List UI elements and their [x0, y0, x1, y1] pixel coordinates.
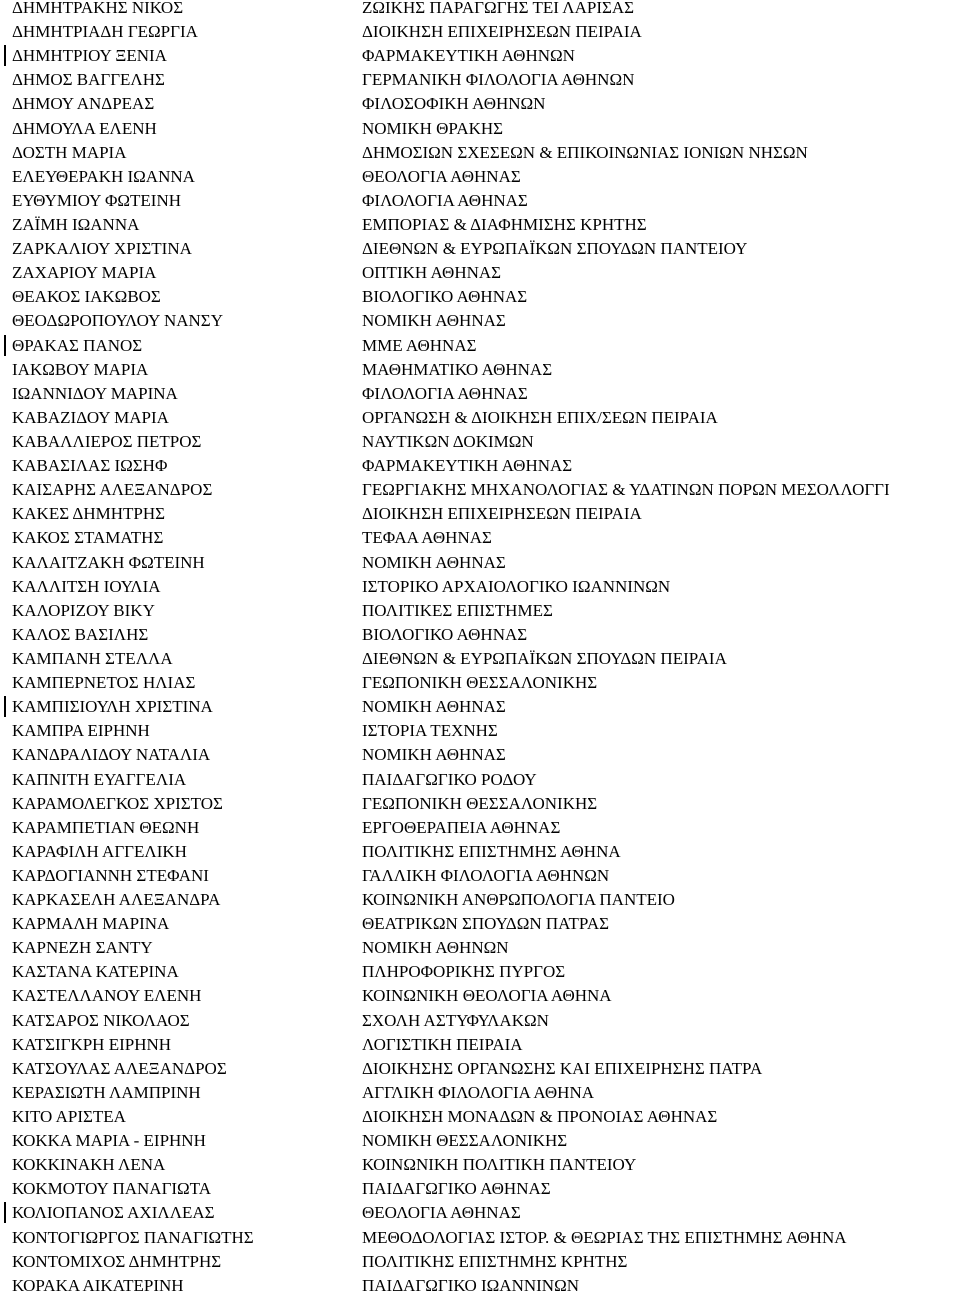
- list-item: [0, 817, 960, 844]
- school-name: ΦΙΛΟΣΟΦΙΚΗ ΑΘΗΝΩΝ: [362, 94, 546, 114]
- school-name: ΙΣΤΟΡΙΑ ΤΕΧΝΗΣ: [362, 721, 498, 741]
- student-name: ΚΑΡΑΜΟΛΕΓΚΟΣ ΧΡΙΣΤΟΣ: [12, 793, 223, 813]
- school-name: ΔΙΟΙΚΗΣΗ ΕΠΙΧΕΙΡΗΣΕΩΝ ΠΕΙΡΑΙΑ: [362, 504, 642, 524]
- school-name: ΛΟΓΙΣΤΙΚΗ ΠΕΙΡΑΙΑ: [362, 1034, 523, 1054]
- list-item: [0, 1181, 960, 1205]
- school-name: ΒΙΟΛΟΓΙΚΟ ΑΘΗΝΑΣ: [362, 287, 528, 307]
- school-name: ΦΙΛΟΛΟΓΙΑ ΑΘΗΝΑΣ: [362, 190, 528, 210]
- student-name: ΘΕΑΚΟΣ ΙΑΚΩΒΟΣ: [12, 287, 161, 307]
- list-item: [0, 723, 960, 747]
- student-name: ΚΙΤΟ ΑΡΙΣΤΕΑ: [12, 1107, 126, 1127]
- list-item: [0, 624, 960, 651]
- list-item: [0, 793, 960, 820]
- student-name: ΙΩΑΝΝΙΔΟΥ ΜΑΡΙΝΑ: [12, 383, 178, 403]
- student-name: ΚΑΡΑΦΙΛΗ ΑΓΓΕΛΙΚΗ: [12, 841, 187, 861]
- list-item: [0, 431, 960, 458]
- student-name: ΚΟΝΤΟΜΙΧΟΣ ΔΗΜΗΤΡΗΣ: [12, 1251, 222, 1271]
- school-name: ΝΟΜΙΚΗ ΘΕΣΣΑΛΟΝΙΚΗΣ: [362, 1131, 568, 1151]
- student-name: ΚΑΜΠΡΑ ΕΙΡΗΝΗ: [12, 721, 150, 741]
- list-item: [0, 407, 960, 434]
- student-name: ΚΑΡΔΟΓΙΑΝΝΗ ΣΤΕΦΑΝΙ: [12, 865, 209, 885]
- list-item: [0, 1157, 960, 1181]
- student-name: ΖΑΡΚΑΛΙΟΥ ΧΡΙΣΤΙΝΑ: [12, 239, 192, 259]
- list-item: [0, 1227, 960, 1254]
- list-item: [0, 0, 960, 24]
- school-name: ΝΟΜΙΚΗ ΑΘΗΝΑΣ: [362, 745, 506, 765]
- school-name: ΝΑΥΤΙΚΩΝ ΔΟΚΙΜΩΝ: [362, 431, 534, 451]
- school-name: ΚΟΙΝΩΝΙΚΗ ΘΕΟΛΟΓΙΑ ΑΘΗΝΑ: [362, 986, 612, 1006]
- student-name: ΔΗΜΟΣ ΒΑΓΓΕΛΗΣ: [12, 70, 165, 90]
- list-item: [0, 1010, 960, 1037]
- student-name: ΚΑΛΛΙΤΣΗ ΙΟΥΛΙΑ: [12, 576, 161, 596]
- school-name: ΠΛΗΡΟΦΟΡΙΚΗΣ ΠΥΡΓΟΣ: [362, 962, 566, 982]
- list-item: [0, 96, 960, 120]
- school-name: ΟΠΤΙΚΗ ΑΘΗΝΑΣ: [362, 263, 502, 283]
- list-item: [0, 1058, 960, 1085]
- school-name: ΣΧΟΛΗ ΑΣΤΥΦΥΛΑΚΩΝ: [362, 1010, 549, 1030]
- school-name: ΓΕΡΜΑΝΙΚΗ ΦΙΛΟΛΟΓΙΑ ΑΘΗΝΩΝ: [362, 70, 635, 90]
- school-name: ΒΙΟΛΟΓΙΚΟ ΑΘΗΝΑΣ: [362, 624, 528, 644]
- student-name: ΖΑΧΑΡΙΟΥ ΜΑΡΙΑ: [12, 263, 157, 283]
- list-item: [0, 675, 960, 699]
- school-name: ΠΑΙΔΑΓΩΓΙΚΟ ΙΩΑΝΝΙΝΩΝ: [362, 1275, 579, 1295]
- student-name: ΚΑΣΤΕΛΛΑΝΟΥ ΕΛΕΝΗ: [12, 986, 202, 1006]
- student-name: ΚΑΛΑΙΤΖΑΚΗ ΦΩΤΕΙΝΗ: [12, 552, 205, 572]
- school-name: ΠΑΙΔΑΓΩΓΙΚΟ ΑΘΗΝΑΣ: [362, 1179, 551, 1199]
- margin-marker: [4, 45, 6, 66]
- school-name: ΙΣΤΟΡΙΚΟ ΑΡΧΑΙΟΛΟΓΙΚΟ ΙΩΑΝΝΙΝΩΝ: [362, 576, 671, 596]
- school-name: ΝΟΜΙΚΗ ΘΡΑΚΗΣ: [362, 118, 504, 138]
- list-item: [0, 359, 960, 386]
- school-name: ΔΗΜΟΣΙΩΝ ΣΧΕΣΕΩΝ & ΕΠΙΚΟΙΝΩΝΙΑΣ ΙΟΝΙΩΝ ΝΗΣΩΝ: [362, 142, 808, 162]
- student-name: ΚΑΛΟΡΙΖΟΥ ΒΙΚΥ: [12, 600, 155, 620]
- school-name: ΔΙΟΙΚΗΣΗ ΜΟΝΑΔΩΝ & ΠΡΟΝΟΙΑΣ ΑΘΗΝΑΣ: [362, 1107, 718, 1127]
- student-name: ΚΑΚΟΣ ΣΤΑΜΑΤΗΣ: [12, 528, 164, 548]
- school-name: ΘΕΟΛΟΓΙΑ ΑΘΗΝΑΣ: [362, 1203, 521, 1223]
- list-item: [0, 1082, 960, 1109]
- list-item: [0, 699, 960, 723]
- list-item: [0, 600, 960, 627]
- school-name: ΜΑΘΗΜΑΤΙΚΟ ΑΘΗΝΑΣ: [362, 359, 553, 379]
- school-name: ΠΑΙΔΑΓΩΓΙΚΟ ΡΟΔΟΥ: [362, 769, 537, 789]
- student-name: ΘΕΟΔΩΡΟΠΟΥΛΟΥ ΝΑΝΣΥ: [12, 311, 223, 331]
- school-name: ΝΟΜΙΚΗ ΑΘΗΝΑΣ: [362, 697, 506, 717]
- school-name: ΝΟΜΙΚΗ ΑΘΗΝΑΣ: [362, 552, 506, 572]
- student-name: ΔΗΜΟΥ ΑΝΔΡΕΑΣ: [12, 94, 155, 114]
- list-item: [0, 892, 960, 916]
- list-item: [0, 865, 960, 892]
- list-item: [0, 648, 960, 675]
- list-item: [0, 458, 960, 482]
- list-item: [0, 383, 960, 410]
- student-name: ΚΑΚΕΣ ΔΗΜΗΤΡΗΣ: [12, 504, 166, 524]
- student-name: ΚΑΡΑΜΠΕΤΙΑΝ ΘΕΩΝΗ: [12, 817, 200, 837]
- school-name: ΚΟΙΝΩΝΙΚΗ ΠΟΛΙΤΙΚΗ ΠΑΝΤΕΙΟΥ: [362, 1155, 637, 1175]
- list-item: [0, 964, 960, 988]
- list-item: [0, 1251, 960, 1278]
- student-name: ΔΗΜΗΤΡΙΟΥ ΞΕΝΙΑ: [12, 46, 167, 66]
- school-name: ΝΟΜΙΚΗ ΑΘΗΝΩΝ: [362, 938, 509, 958]
- student-name: ΚΑΣΤΑΝΑ ΚΑΤΕΡΙΝΑ: [12, 962, 179, 982]
- student-name: ΚΑΡΝΕΖΗ ΣΑΝΤΥ: [12, 938, 153, 958]
- list-item: [0, 747, 960, 771]
- school-name: ΟΡΓΑΝΩΣΗ & ΔΙΟΙΚΗΣΗ ΕΠΙΧ/ΣΕΩΝ ΠΕΙΡΑΙΑ: [362, 407, 718, 427]
- margin-marker: [4, 1202, 6, 1223]
- student-name: ΚΟΚΚΑ ΜΑΡΙΑ - ΕΙΡΗΝΗ: [12, 1131, 206, 1151]
- school-name: ΠΟΛΙΤΙΚΕΣ ΕΠΙΣΤΗΜΕΣ: [362, 600, 553, 620]
- school-name: ΚΟΙΝΩΝΙΚΗ ΑΝΘΡΩΠΟΛΟΓΙΑ ΠΑΝΤΕΙΟ: [362, 890, 675, 910]
- student-name: ΚΑΜΠΙΣΙΟΥΛΗ ΧΡΙΣΤΙΝΑ: [12, 697, 213, 717]
- school-name: ΔΙΟΙΚΗΣΗ ΕΠΙΧΕΙΡΗΣΕΩΝ ΠΕΙΡΑΙΑ: [362, 22, 642, 42]
- student-name: ΚΑΒΑΖΙΔΟΥ ΜΑΡΙΑ: [12, 407, 169, 427]
- student-name: ΚΟΚΚΙΝΑΚΗ ΛΕΝΑ: [12, 1155, 166, 1175]
- margin-marker: [4, 696, 6, 717]
- student-name: ΚΑΤΣΑΡΟΣ ΝΙΚΟΛΑΟΣ: [12, 1010, 190, 1030]
- list-item: [0, 335, 960, 362]
- student-name: ΘΡΑΚΑΣ ΠΑΝΟΣ: [12, 335, 143, 355]
- student-name: ΚΑΒΑΣΙΛΑΣ ΙΩΣΗΦ: [12, 456, 168, 476]
- list-item: [0, 190, 960, 217]
- student-name: ΔΗΜΗΤΡΙΑΔΗ ΓΕΩΡΓΙΑ: [12, 22, 198, 42]
- list-item: [0, 214, 960, 241]
- school-name: ΘΕΑΤΡΙΚΩΝ ΣΠΟΥΔΩΝ ΠΑΤΡΑΣ: [362, 914, 610, 934]
- school-name: ΕΡΓΟΘΕΡΑΠΕΙΑ ΑΘΗΝΑΣ: [362, 817, 561, 837]
- student-name: ΚΑΜΠΕΡΝΕΤΟΣ ΗΛΙΑΣ: [12, 673, 196, 693]
- student-name: ΚΑΡΚΑΣΕΛΗ ΑΛΕΞΑΝΔΡΑ: [12, 890, 221, 910]
- list-item: [0, 1109, 960, 1133]
- student-name: ΚΑΙΣΑΡΗΣ ΑΛΕΞΑΝΔΡΟΣ: [12, 480, 213, 500]
- list-item: [0, 118, 960, 145]
- school-name: ΓΕΩΠΟΝΙΚΗ ΘΕΣΣΑΛΟΝΙΚΗΣ: [362, 793, 598, 813]
- list-item: [0, 576, 960, 603]
- student-name: ΙΑΚΩΒΟΥ ΜΑΡΙΑ: [12, 359, 149, 379]
- student-name: ΖΑΪΜΗ ΙΩΑΝΝΑ: [12, 214, 140, 234]
- list-item: [0, 313, 960, 337]
- student-name: ΔΗΜΗΤΡΑΚΗΣ ΝΙΚΟΣ: [12, 0, 184, 17]
- list-item: [0, 1034, 960, 1061]
- school-name: ΑΓΓΛΙΚΗ ΦΙΛΟΛΟΓΙΑ ΑΘΗΝΑ: [362, 1082, 595, 1102]
- list-item: [0, 72, 960, 96]
- school-name: ΤΕΦΑΑ ΑΘΗΝΑΣ: [362, 528, 492, 548]
- student-name: ΚΑΤΣΟΥΛΑΣ ΑΛΕΞΑΝΔΡΟΣ: [12, 1058, 227, 1078]
- student-name: ΚΟΝΤΟΓΙΩΡΓΟΣ ΠΑΝΑΓΙΩΤΗΣ: [12, 1227, 254, 1247]
- student-name: ΚΑΠΝΙΤΗ ΕΥΑΓΓΕΛΙΑ: [12, 769, 187, 789]
- list-item: [0, 24, 960, 48]
- student-name: ΚΟΡΑΚΑ ΑΙΚΑΤΕΡΙΝΗ: [12, 1275, 184, 1295]
- school-name: ΜΕΘΟΔΟΛΟΓΙΑΣ ΙΣΤΟΡ. & ΘΕΩΡΙΑΣ ΤΗΣ ΕΠΙΣΤΗΜΗΣ ΑΘΗΝΑ: [362, 1227, 847, 1247]
- student-name: ΚΑΝΔΡΑΛΙΔΟΥ ΝΑΤΑΛΙΑ: [12, 745, 211, 765]
- student-name: ΚΟΛΙΟΠΑΝΟΣ ΑΧΙΛΛΕΑΣ: [12, 1203, 215, 1223]
- student-name: ΔΗΜΟΥΛΑ ΕΛΕΝΗ: [12, 118, 157, 138]
- student-name: ΕΥΘΥΜΙΟΥ ΦΩΤΕΙΝΗ: [12, 190, 182, 210]
- school-name: ΓΕΩΡΓΙΑΚΗΣ ΜΗΧΑΝΟΛΟΓΙΑΣ & ΥΔΑΤΙΝΩΝ ΠΟΡΩΝ ΜΕΣΟΛΛΟΓΓΙ: [362, 480, 890, 500]
- margin-marker: [4, 335, 6, 356]
- list-item: [0, 48, 960, 72]
- student-name: ΚΟΚΜΟΤΟΥ ΠΑΝΑΓΙΩΤΑ: [12, 1179, 211, 1199]
- list-item: [0, 241, 960, 265]
- student-name: ΚΕΡΑΣΙΩΤΗ ΛΑΜΠΡΙΝΗ: [12, 1082, 201, 1102]
- student-name: ΚΑΜΠΑΝΗ ΣΤΕΛΛΑ: [12, 648, 173, 668]
- list-item: [0, 940, 960, 964]
- list-item: [0, 482, 960, 506]
- list-item: [0, 166, 960, 193]
- school-name: ΓΕΩΠΟΝΙΚΗ ΘΕΣΣΑΛΟΝΙΚΗΣ: [362, 673, 598, 693]
- school-name: ΦΑΡΜΑΚΕΥΤΙΚΗ ΑΘΗΝΑΣ: [362, 456, 573, 476]
- school-name: ΔΙΟΙΚΗΣΗΣ ΟΡΓΑΝΩΣΗΣ ΚΑΙ ΕΠΙΧΕΙΡΗΣΗΣ ΠΑΤΡΑ: [362, 1058, 763, 1078]
- school-name: ΦΙΛΟΛΟΓΙΑ ΑΘΗΝΑΣ: [362, 383, 528, 403]
- student-name: ΔΟΣΤΗ ΜΑΡΙΑ: [12, 142, 127, 162]
- student-name: ΕΛΕΥΘΕΡΑΚΗ ΙΩΑΝΝΑ: [12, 166, 195, 186]
- school-name: ΓΑΛΛΙΚΗ ΦΙΛΟΛΟΓΙΑ ΑΘΗΝΩΝ: [362, 865, 610, 885]
- list-item: [0, 552, 960, 579]
- student-name: ΚΑΡΜΑΛΗ ΜΑΡΙΝΑ: [12, 914, 170, 934]
- list-item: [0, 841, 960, 868]
- list-item: [0, 265, 960, 289]
- student-name: ΚΑΤΣΙΓΚΡΗ ΕΙΡΗΝΗ: [12, 1034, 172, 1054]
- school-name: ΕΜΠΟΡΙΑΣ & ΔΙΑΦΗΜΙΣΗΣ ΚΡΗΤΗΣ: [362, 214, 647, 234]
- list-item: [0, 506, 960, 530]
- school-name: ΔΙΕΘΝΩΝ & ΕΥΡΩΠΑΪΚΩΝ ΣΠΟΥΔΩΝ ΠΑΝΤΕΙΟΥ: [362, 239, 748, 259]
- list-item: [0, 530, 960, 554]
- school-name: ΘΕΟΛΟΓΙΑ ΑΘΗΝΑΣ: [362, 166, 521, 186]
- school-name: ΠΟΛΙΤΙΚΗΣ ΕΠΙΣΤΗΜΗΣ ΑΘΗΝΑ: [362, 841, 621, 861]
- list-item: [0, 769, 960, 796]
- list-item: [0, 988, 960, 1012]
- list-item: [0, 1133, 960, 1157]
- school-name: ΦΑΡΜΑΚΕΥΤΙΚΗ ΑΘΗΝΩΝ: [362, 46, 575, 66]
- list-item: [0, 1205, 960, 1229]
- school-name: ΖΩΙΚΗΣ ΠΑΡΑΓΩΓΗΣ ΤΕΙ ΛΑΡΙΣΑΣ: [362, 0, 635, 17]
- school-name: ΔΙΕΘΝΩΝ & ΕΥΡΩΠΑΪΚΩΝ ΣΠΟΥΔΩΝ ΠΕΙΡΑΙΑ: [362, 648, 727, 668]
- school-name: ΜΜΕ ΑΘΗΝΑΣ: [362, 335, 477, 355]
- school-name: ΠΟΛΙΤΙΚΗΣ ΕΠΙΣΤΗΜΗΣ ΚΡΗΤΗΣ: [362, 1251, 628, 1271]
- student-name: ΚΑΒΑΛΛΙΕΡΟΣ ΠΕΤΡΟΣ: [12, 431, 202, 451]
- list-item: [0, 1275, 960, 1302]
- list-item: [0, 142, 960, 169]
- list-item: [0, 916, 960, 940]
- school-name: ΝΟΜΙΚΗ ΑΘΗΝΑΣ: [362, 311, 506, 331]
- list-item: [0, 289, 960, 313]
- student-name: ΚΑΛΟΣ ΒΑΣΙΛΗΣ: [12, 624, 149, 644]
